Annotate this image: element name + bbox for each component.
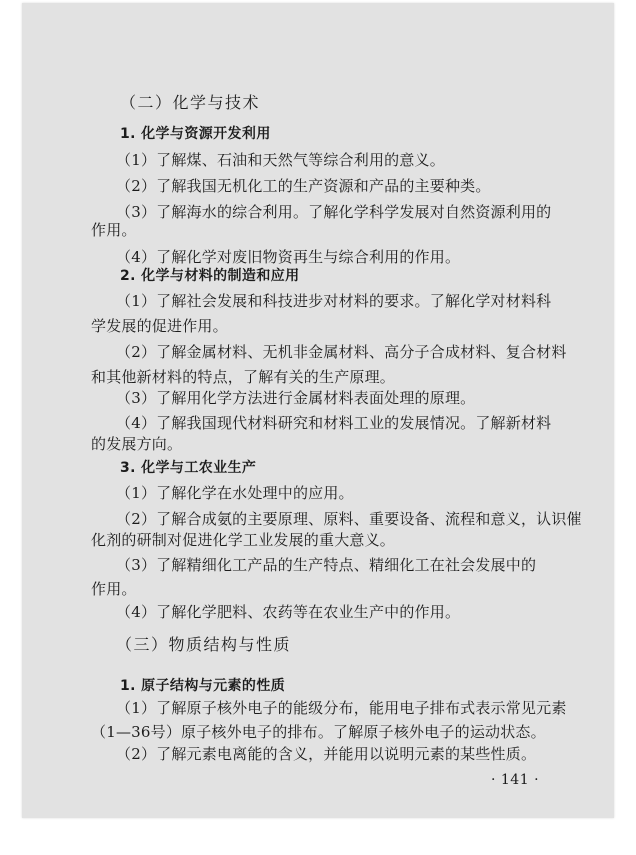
subsection-heading-2: 2. 化学与材料的制造和应用 bbox=[120, 268, 300, 284]
item-line: （1—36号）原子核外电子的排布。了解原子核外电子的运动状态。 bbox=[91, 723, 546, 741]
section-title-3: （三）物质结构与性质 bbox=[116, 635, 292, 654]
item-line: 作用。 bbox=[91, 221, 137, 239]
item-line: （1）了解社会发展和科技进步对材料的要求。了解化学对材料科 bbox=[116, 292, 552, 310]
item-line: （3）了解精细化工产品的生产特点、精细化工在社会发展中的 bbox=[116, 556, 537, 574]
item-line: （2）了解合成氨的主要原理、原料、重要设备、流程和意义，认识催 bbox=[116, 510, 582, 528]
subsection-heading-3: 3. 化学与工农业生产 bbox=[120, 460, 257, 476]
item-line: （3）了解海水的综合利用。了解化学科学发展对自然资源利用的 bbox=[116, 203, 552, 221]
item-line: （1）了解化学在水处理中的应用。 bbox=[116, 484, 354, 502]
item-line: （1）了解煤、石油和天然气等综合利用的意义。 bbox=[116, 151, 445, 169]
subsection-heading-4: 1. 原子结构与元素的性质 bbox=[120, 678, 286, 694]
item-line: （1）了解原子核外电子的能级分布，能用电子排布式表示常见元素 bbox=[116, 699, 567, 717]
item-line: 作用。 bbox=[91, 580, 137, 598]
item-line: （2）了解元素电离能的含义，并能用以说明元素的某些性质。 bbox=[116, 745, 537, 763]
item-line: （4）了解化学对废旧物资再生与综合利用的作用。 bbox=[116, 248, 461, 266]
section-title-2: （二）化学与技术 bbox=[120, 93, 261, 112]
page-number: · 141 · bbox=[491, 772, 540, 788]
item-line: （3）了解用化学方法进行金属材料表面处理的原理。 bbox=[116, 389, 476, 407]
item-line: （2）了解金属材料、无机非金属材料、高分子合成材料、复合材料 bbox=[116, 343, 567, 361]
item-line: 和其他新材料的特点，了解有关的生产原理。 bbox=[91, 368, 396, 386]
item-line: 学发展的促进作用。 bbox=[91, 317, 228, 335]
subsection-heading-1: 1. 化学与资源开发利用 bbox=[120, 126, 271, 142]
item-line: （2）了解我国无机化工的生产资源和产品的主要种类。 bbox=[116, 177, 491, 195]
item-line: 的发展方向。 bbox=[91, 435, 183, 453]
item-line: （4）了解化学肥料、农药等在农业生产中的作用。 bbox=[116, 603, 461, 621]
item-line: （4）了解我国现代材料研究和材料工业的发展情况。了解新材料 bbox=[116, 414, 552, 432]
item-line: 化剂的研制对促进化学工业发展的重大意义。 bbox=[91, 531, 396, 549]
